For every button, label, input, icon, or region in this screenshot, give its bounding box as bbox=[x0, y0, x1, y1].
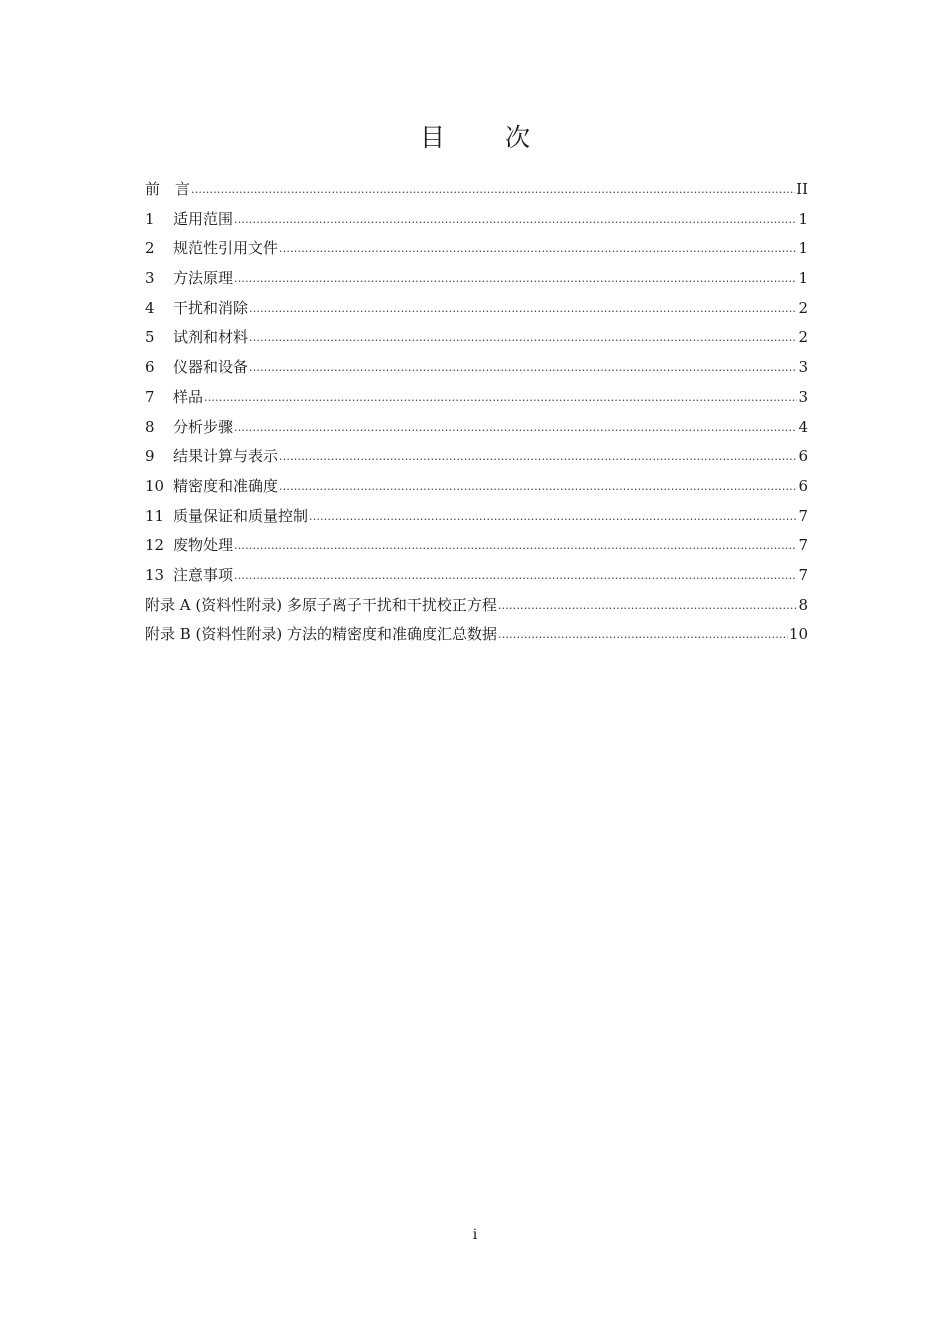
toc-leader-dots bbox=[279, 441, 797, 472]
toc-entry-page: 2 bbox=[798, 298, 808, 317]
toc-entry-label: 方法原理 bbox=[173, 269, 234, 288]
toc-entry-label: 干扰和消除 bbox=[173, 298, 249, 317]
toc-entry-page: 7 bbox=[798, 536, 808, 555]
toc-entry-label: 废物处理 bbox=[173, 536, 234, 555]
toc-entry-label: 前 言 bbox=[145, 180, 191, 198]
toc-leader-dots bbox=[249, 293, 797, 324]
toc-entry-number: 4 bbox=[145, 298, 155, 317]
toc-leader-dots bbox=[279, 233, 797, 264]
toc-entry-page: II bbox=[796, 180, 808, 198]
toc-entry-page: 4 bbox=[798, 417, 808, 436]
toc-entry-page: 7 bbox=[798, 506, 808, 525]
toc-entry-page: 6 bbox=[798, 447, 808, 466]
toc-entry-label: 样品 bbox=[173, 387, 204, 406]
toc-entry-label: 适用范围 bbox=[173, 209, 234, 228]
toc-leader-dots bbox=[498, 619, 788, 650]
toc-entry-3[interactable] bbox=[145, 264, 808, 294]
toc-entry-label: 结果计算与表示 bbox=[173, 447, 279, 466]
toc-entry-page: 1 bbox=[798, 209, 808, 228]
toc-entry-label: 质量保证和质量控制 bbox=[173, 506, 309, 525]
toc-entry-number: 11 bbox=[145, 506, 165, 525]
toc-entry-appendix-a[interactable] bbox=[145, 591, 808, 621]
page-number: i bbox=[472, 1227, 478, 1243]
toc-entry-number: 5 bbox=[145, 328, 155, 347]
toc-leader-dots bbox=[498, 590, 798, 621]
toc-entry-13[interactable] bbox=[145, 561, 808, 591]
toc-entry-label: 规范性引用文件 bbox=[173, 239, 279, 258]
table-of-contents bbox=[145, 175, 808, 650]
toc-leader-dots bbox=[234, 412, 797, 443]
toc-entry-page: 8 bbox=[798, 595, 808, 614]
toc-entry-number: 12 bbox=[145, 536, 165, 555]
toc-entry-number: 3 bbox=[145, 269, 155, 288]
toc-entry-number: 8 bbox=[145, 417, 155, 436]
toc-entry-page: 7 bbox=[798, 565, 808, 584]
toc-entry-4[interactable] bbox=[145, 294, 808, 324]
toc-entry-label: 附录 A (资料性附录) 多原子离子干扰和干扰校正方程 bbox=[145, 595, 497, 614]
toc-leader-dots bbox=[234, 530, 797, 561]
toc-entry-7[interactable] bbox=[145, 383, 808, 413]
toc-leader-dots bbox=[234, 560, 797, 591]
toc-leader-dots bbox=[309, 501, 797, 532]
toc-entry-number: 10 bbox=[145, 476, 165, 495]
toc-leader-dots bbox=[234, 204, 797, 235]
toc-entry-11[interactable] bbox=[145, 502, 808, 532]
toc-entry-page: 2 bbox=[798, 328, 808, 347]
toc-entry-number: 7 bbox=[145, 387, 155, 406]
toc-entry-10[interactable] bbox=[145, 472, 808, 502]
toc-entry-1[interactable] bbox=[145, 205, 808, 235]
toc-entry-12[interactable] bbox=[145, 531, 808, 561]
toc-entry-label: 附录 B (资料性附录) 方法的精密度和准确度汇总数据 bbox=[145, 625, 498, 644]
toc-leader-dots bbox=[234, 263, 797, 294]
toc-leader-dots bbox=[249, 352, 797, 383]
toc-entry-label: 仪器和设备 bbox=[173, 358, 249, 377]
toc-entry-page: 6 bbox=[798, 476, 808, 495]
toc-entry-number: 1 bbox=[145, 209, 155, 228]
toc-entry-label: 注意事项 bbox=[173, 565, 234, 584]
page-title: 目 次 bbox=[420, 123, 556, 152]
toc-entry-9[interactable] bbox=[145, 442, 808, 472]
toc-entry-label: 分析步骤 bbox=[173, 417, 234, 436]
toc-entry-6[interactable] bbox=[145, 353, 808, 383]
toc-entry-2[interactable] bbox=[145, 234, 808, 264]
toc-leader-dots bbox=[249, 322, 797, 353]
toc-entry-foreword[interactable] bbox=[145, 175, 808, 205]
toc-entry-label: 试剂和材料 bbox=[173, 328, 249, 347]
toc-entry-page: 10 bbox=[788, 625, 808, 644]
toc-entry-appendix-b[interactable] bbox=[145, 620, 808, 650]
toc-leader-dots bbox=[279, 471, 797, 502]
toc-entry-5[interactable] bbox=[145, 323, 808, 353]
toc-entry-8[interactable] bbox=[145, 413, 808, 443]
toc-entry-number: 6 bbox=[145, 358, 155, 377]
toc-entry-page: 1 bbox=[798, 269, 808, 288]
toc-entry-number: 13 bbox=[145, 565, 165, 584]
toc-entry-label: 精密度和准确度 bbox=[173, 476, 279, 495]
toc-entry-page: 3 bbox=[798, 358, 808, 377]
toc-leader-dots bbox=[204, 382, 797, 413]
toc-entry-page: 1 bbox=[798, 239, 808, 258]
toc-entry-page: 3 bbox=[798, 387, 808, 406]
toc-leader-dots bbox=[191, 174, 795, 205]
toc-entry-number: 9 bbox=[145, 447, 155, 466]
toc-entry-number: 2 bbox=[145, 239, 155, 258]
